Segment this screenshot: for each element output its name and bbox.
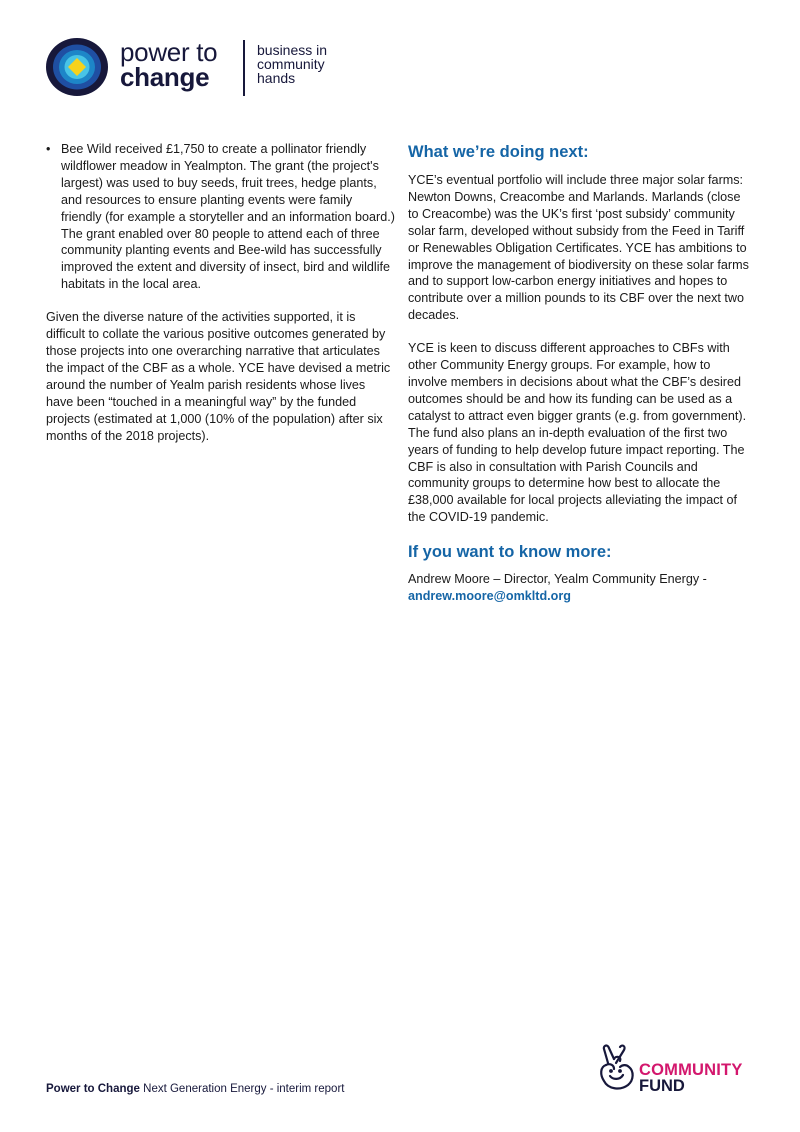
- portfolio-paragraph: YCE’s eventual portfolio will include three major solar farms: Newton Downs, Creacombe and Marlands. Marlands (close to Creacombe) was the UK’s first ‘post subsidy’ community solar farm, developed without subsidy from the Feed in Tariff or Renewables Obligation Certificates. YCE has ambitions to improve the management of biodiversity on these solar farms and to support low-carbon energy initiatives and hopes to contribute over a million pounds to its CBF over the next two decades.: [408, 173, 749, 323]
- heading-know-more: If you want to know more:: [408, 543, 612, 562]
- brand-wordmark: [120, 39, 217, 90]
- brand-divider: [243, 40, 245, 96]
- community-fund-line-1: COMMUNITY: [639, 1061, 743, 1079]
- brand-tagline: [257, 43, 327, 85]
- crossed-fingers-icon: [596, 1043, 640, 1095]
- community-fund-logo: [596, 1043, 756, 1095]
- heading-whats-next: What we’re doing next:: [408, 143, 589, 161]
- impact-paragraph: Given the diverse nature of the activities supported, it is difficult to collate the various positive outcomes generated by those projects into one overarching narrative that articulates the impact of the CBF as a whole. YCE have devised a metric around the number of Yealm parish residents whose lives have been “touched in a meaningful way” by the funded projects (estimated at 1,000 (10% of the population) after six months of the 2018 projects).: [46, 310, 391, 443]
- page-header: [46, 37, 386, 97]
- brand-line-2: change: [120, 62, 210, 92]
- bullet-item-bee-wild: • Bee Wild received £1,750 to create a pollinator friendly wildflower meadow in Yealmpton. The grant (the project's largest) was used to buy seeds, fruit trees, hedge plants, and resources to ensure planting events were family friendly (for example a storyteller and an information board.) The grant enabled over 80 people to attend each of three community planting events and Bee-wild has successfully improved the extent and diversity of insect, bird and wildlife habitats in the local area.: [46, 141, 396, 293]
- right-column: [408, 142, 753, 621]
- left-column: [46, 141, 396, 460]
- contact-block: [408, 571, 753, 605]
- power-to-change-logo-icon: [46, 38, 108, 96]
- contact-email-link[interactable]: andrew.moore@omkltd.org: [408, 589, 571, 604]
- tagline-line: community: [257, 56, 325, 72]
- approaches-paragraph: YCE is keen to discuss different approaches to CBFs with other Community Energy groups. For example, how to involve members in decisions about what the CBF’s desired outcomes should be and how its funding can be used as a catalyst to attract even bigger grants (e.g. from government). The fund also plans an in-depth evaluation of the first two years of funding to help develop future impact reporting. The CBF is also in consultation with Parish Councils and community groups to determine how best to allocate the £38,000 available for local projects alleviating the impact of the COVID-19 pandemic.: [408, 341, 747, 525]
- tagline-line: hands: [257, 70, 296, 86]
- community-fund-text: [639, 1062, 743, 1094]
- footer-report-title: Next Generation Energy - interim report: [143, 1083, 345, 1095]
- footer-report-label: [46, 1083, 344, 1095]
- footer-brand: Power to Change: [46, 1083, 140, 1095]
- tagline-line: business in: [257, 42, 328, 58]
- community-fund-line-2: FUND: [639, 1077, 685, 1095]
- brand-line-1: power to: [120, 37, 218, 67]
- contact-name: Andrew Moore – Director, Yealm Community Energy -: [408, 572, 707, 587]
